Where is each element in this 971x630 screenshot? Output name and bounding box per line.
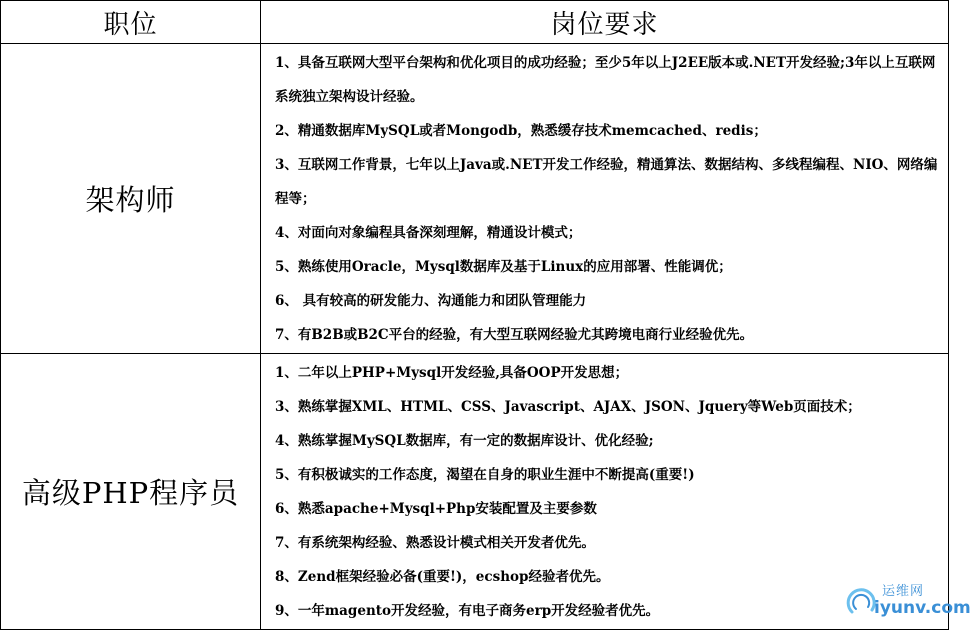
role-php-developer: 高级PHP程序员 bbox=[1, 354, 261, 630]
requirement-item: 5、有积极诚实的工作态度，渴望在自身的职业生涯中不断提高(重要!) bbox=[275, 466, 695, 483]
table-row-php-developer bbox=[1, 354, 949, 630]
requirement-item: 8、Zend框架经验必备(重要!)，ecshop经验者优先。 bbox=[275, 568, 610, 585]
requirements-cell-architect bbox=[261, 44, 949, 354]
role-architect: 架构师 bbox=[1, 44, 261, 354]
watermark-cn-text: 运维网 bbox=[882, 584, 925, 599]
requirement-item: 4、对面向对象编程具备深刻理解，精通设计模式； bbox=[275, 224, 582, 241]
requirement-item: 1、具备互联网大型平台架构和优化项目的成功经验；至少5年以上J2EE版本或.NET开发经验;3年以上互联网系统独立架构设计经验。 bbox=[275, 54, 936, 105]
requirement-item: 2、精通数据库MySQL或者Mongodb，熟悉缓存技术memcached、redis； bbox=[275, 122, 767, 139]
requirement-item: 1、二年以上PHP+Mysql开发经验,具备OOP开发思想； bbox=[275, 364, 629, 381]
requirement-item: 6、 具有较高的研发能力、沟通能力和团队管理能力 bbox=[275, 292, 587, 309]
site-logo-icon bbox=[844, 584, 878, 618]
requirement-item: 7、有B2B或B2C平台的经验，有大型互联网经验尤其跨境电商行业经验优先。 bbox=[275, 326, 754, 343]
site-watermark bbox=[844, 580, 971, 624]
requirement-item: 9、一年magento开发经验，有电子商务erp开发经验者优先。 bbox=[275, 602, 660, 619]
requirement-item: 3、互联网工作背景，七年以上Java或.NET开发工作经验，精通算法、数据结构、多线程编程、NIO、网络编程等； bbox=[275, 156, 938, 207]
requirement-item: 4、熟练掌握MySQL数据库，有一定的数据库设计、优化经验; bbox=[275, 432, 654, 449]
requirement-item: 7、有系统架构经验、熟悉设计模式相关开发者优先。 bbox=[275, 534, 595, 551]
requirement-item: 5、熟练使用Oracle，Mysql数据库及基于Linux的应用部署、性能调优； bbox=[275, 258, 732, 275]
watermark-en-text: iyunv.com bbox=[874, 598, 971, 618]
header-requirements: 岗位要求 bbox=[261, 1, 949, 44]
table-row-architect bbox=[1, 44, 949, 354]
requirement-item: 6、熟悉apache+Mysql+Php安装配置及主要参数 bbox=[275, 500, 597, 517]
table-header-row bbox=[1, 1, 949, 44]
requirement-item: 3、熟练掌握XML、HTML、CSS、Javascript、AJAX、JSON、Jquery等Web页面技术； bbox=[275, 398, 861, 415]
header-position: 职位 bbox=[1, 1, 261, 44]
requirements-list-architect bbox=[275, 46, 944, 352]
